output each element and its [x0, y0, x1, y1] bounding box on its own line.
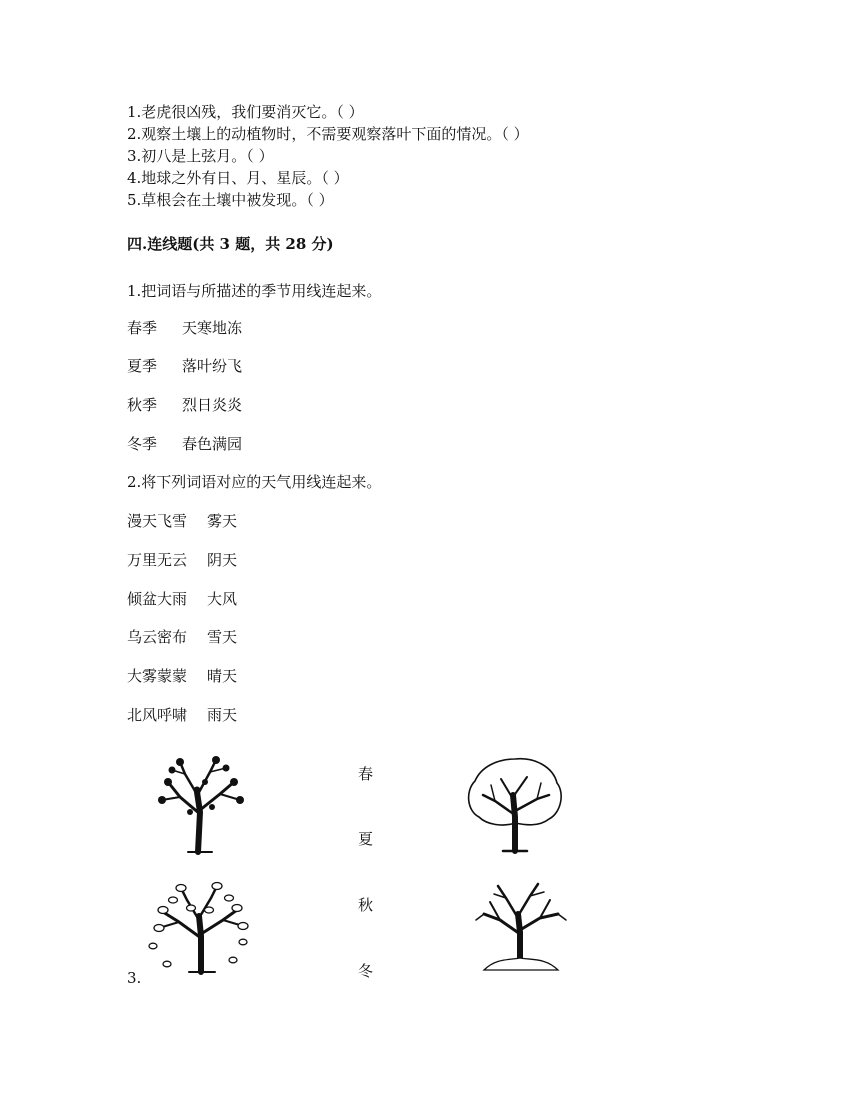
q1-left-term: 冬季 — [127, 435, 158, 453]
q2-right-term: 阴天 — [207, 551, 238, 569]
season-label-summer: 夏 — [358, 830, 374, 848]
q2-right-term: 雪天 — [207, 628, 238, 646]
season-label-spring: 春 — [358, 765, 374, 783]
q1-left-term: 秋季 — [127, 396, 158, 414]
q2-row — [127, 511, 237, 531]
judge-item-2: 2.观察土壤上的动植物时，不需要观察落叶下面的情况。（ ） — [127, 125, 529, 143]
q1-right-term: 春色满园 — [182, 435, 243, 453]
q2-right-term: 雾天 — [207, 512, 238, 530]
q2-row — [127, 627, 237, 647]
season-label-autumn: 秋 — [358, 896, 374, 914]
q1-row — [127, 434, 242, 454]
q2-left-term: 北风呼啸 — [127, 706, 188, 724]
q1-right-term: 天寒地冻 — [182, 319, 243, 337]
judge-item-1: 1.老虎很凶残，我们要消灭它。（ ） — [127, 103, 364, 121]
q2-prompt: 2.将下列词语对应的天气用线连起来。 — [127, 473, 382, 491]
q1-row — [127, 395, 242, 415]
q2-left-term: 乌云密布 — [127, 628, 188, 646]
q2-right-term: 雨天 — [207, 706, 238, 724]
judge-item-3: 3.初八是上弦月。（ ） — [127, 147, 274, 165]
q2-right-term: 晴天 — [207, 667, 238, 685]
q2-row — [127, 705, 237, 725]
tree-budding-icon — [150, 752, 250, 857]
q1-row — [127, 356, 242, 376]
tree-falling-leaves-icon — [145, 880, 253, 978]
judge-item-4: 4.地球之外有日、月、星辰。（ ） — [127, 169, 349, 187]
q1-left-term: 夏季 — [127, 357, 158, 375]
section-heading: 四.连线题(共 3 题，共 28 分) — [127, 235, 334, 253]
q1-right-term: 落叶纷飞 — [182, 357, 243, 375]
q2-row — [127, 666, 237, 686]
tree-full-leaves-icon — [465, 755, 565, 857]
q3-number: 3. — [127, 969, 142, 987]
q2-row — [127, 550, 237, 570]
q1-prompt: 1.把词语与所描述的季节用线连起来。 — [127, 282, 382, 300]
q2-left-term: 万里无云 — [127, 551, 188, 569]
q2-right-term: 大风 — [207, 590, 238, 608]
judge-item-5: 5.草根会在土壤中被发现。（ ） — [127, 191, 334, 209]
q2-left-term: 大雾蒙蒙 — [127, 667, 188, 685]
tree-bare-snow-icon — [470, 878, 570, 973]
q2-left-term: 倾盆大雨 — [127, 590, 188, 608]
q1-right-term: 烈日炎炎 — [182, 396, 243, 414]
q2-left-term: 漫天飞雪 — [127, 512, 188, 530]
q2-row — [127, 589, 237, 609]
season-label-winter: 冬 — [358, 962, 374, 980]
q1-row — [127, 318, 242, 338]
q1-left-term: 春季 — [127, 319, 158, 337]
